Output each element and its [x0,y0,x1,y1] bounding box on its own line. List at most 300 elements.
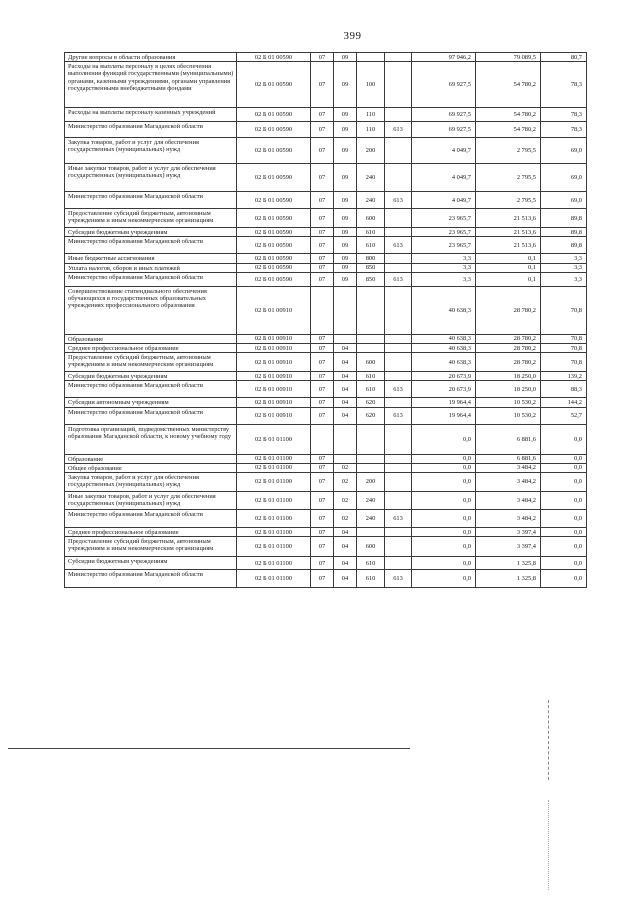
cell-administrator: 613 [385,407,412,424]
cell-expense-type: 110 [357,108,385,122]
cell-plan: 19 964,4 [412,407,476,424]
cell-percent: 0,0 [541,454,587,463]
cell-actual: 54 780,2 [476,108,541,122]
cell-subsection: 09 [334,164,357,192]
cell-subsection: 09 [334,254,357,263]
cell-plan: 40 638,3 [412,353,476,372]
table-row [65,209,587,228]
cell-subsection: 09 [334,122,357,138]
cell-actual: 0,1 [476,263,541,272]
cell-target-article: 02 Б 01 01100 [237,557,311,570]
table-row [65,108,587,122]
cell-administrator [385,473,412,492]
cell-name: Уплата налогов, сборов и иных платежей [65,263,237,272]
cell-name: Субсидии бюджетным учреждениям [65,228,237,237]
cell-target-article: 02 Б 01 00590 [237,237,311,254]
cell-actual: 2 795,5 [476,192,541,209]
cell-actual: 54 780,2 [476,122,541,138]
cell-target-article: 02 Б 01 00590 [237,108,311,122]
cell-administrator [385,492,412,510]
cell-section: 07 [311,353,334,372]
cell-target-article: 02 Б 01 00910 [237,344,311,353]
cell-name: Предоставление субсидий бюджетным, автономным учреждениям и иным некоммерческим организациям [65,353,237,372]
cell-actual: 28 780,2 [476,286,541,334]
cell-percent: 0,0 [541,473,587,492]
table-row [65,528,587,537]
cell-administrator: 613 [385,381,412,398]
cell-subsection [334,334,357,343]
cell-expense-type: 600 [357,209,385,228]
cell-section: 07 [311,164,334,192]
cell-percent: 78,3 [541,62,587,108]
cell-name: Образование [65,334,237,343]
cell-plan: 20 673,9 [412,381,476,398]
cell-percent: 89,8 [541,228,587,237]
cell-section: 07 [311,463,334,472]
cell-name: Иные закупки товаров, работ и услуг для обеспечения государственных (муниципальных) нужд [65,164,237,192]
cell-target-article: 02 Б 01 00590 [237,62,311,108]
cell-actual: 2 795,5 [476,164,541,192]
cell-section: 07 [311,407,334,424]
cell-percent: 70,8 [541,344,587,353]
cell-percent: 70,8 [541,353,587,372]
cell-percent: 3,3 [541,254,587,263]
cell-section: 07 [311,272,334,286]
cell-actual: 18 250,0 [476,372,541,381]
cell-expense-type: 610 [357,228,385,237]
cell-expense-type: 240 [357,192,385,209]
cell-plan: 0,0 [412,557,476,570]
cell-name: Расходы на выплаты персоналу казенных учреждений [65,108,237,122]
table-row [65,122,587,138]
cell-target-article: 02 Б 01 00910 [237,372,311,381]
cell-percent: 3,3 [541,272,587,286]
cell-subsection: 02 [334,492,357,510]
cell-expense-type [357,53,385,62]
cell-administrator: 613 [385,272,412,286]
cell-plan: 40 638,3 [412,286,476,334]
cell-actual: 54 780,2 [476,62,541,108]
table-row [65,138,587,164]
cell-percent: 80,7 [541,53,587,62]
cell-actual: 1 325,8 [476,557,541,570]
cell-administrator [385,138,412,164]
cell-administrator [385,228,412,237]
cell-section: 07 [311,254,334,263]
cell-actual: 21 513,6 [476,228,541,237]
cell-subsection: 09 [334,138,357,164]
cell-name: Министерство образования Магаданской области [65,407,237,424]
cell-administrator [385,263,412,272]
cell-plan: 0,0 [412,463,476,472]
table-row [65,164,587,192]
cell-administrator [385,209,412,228]
cell-subsection: 09 [334,108,357,122]
cell-subsection: 02 [334,473,357,492]
cell-subsection: 02 [334,463,357,472]
cell-plan: 40 638,3 [412,334,476,343]
table-row [65,353,587,372]
cell-section: 07 [311,510,334,528]
cell-subsection: 09 [334,263,357,272]
cell-name: Совершенствование стипендиального обеспечения обучающихся в государственных образовательных учреждениях профессионального образования [65,286,237,334]
cell-subsection: 04 [334,353,357,372]
cell-section: 07 [311,108,334,122]
cell-section: 07 [311,237,334,254]
budget-table [64,52,587,588]
cell-section: 07 [311,557,334,570]
cell-subsection: 02 [334,510,357,528]
cell-administrator [385,398,412,407]
table-row [65,407,587,424]
cell-administrator [385,286,412,334]
cell-plan: 19 964,4 [412,398,476,407]
cell-expense-type: 240 [357,164,385,192]
cell-name: Министерство образования Магаданской области [65,272,237,286]
cell-actual: 3 484,2 [476,463,541,472]
cell-subsection: 04 [334,407,357,424]
cell-target-article: 02 Б 01 00590 [237,53,311,62]
cell-actual: 3 484,2 [476,510,541,528]
cell-actual: 3 397,4 [476,528,541,537]
table-row [65,537,587,557]
table-row [65,492,587,510]
cell-target-article: 02 Б 01 01100 [237,537,311,557]
cell-actual: 6 881,6 [476,424,541,454]
cell-subsection: 09 [334,192,357,209]
cell-target-article: 02 Б 01 00910 [237,398,311,407]
table-row [65,263,587,272]
cell-plan: 4 049,7 [412,138,476,164]
cell-percent: 52,7 [541,407,587,424]
cell-percent: 0,0 [541,570,587,588]
table-row [65,254,587,263]
cell-expense-type: 800 [357,254,385,263]
cell-administrator [385,164,412,192]
cell-plan: 0,0 [412,492,476,510]
cell-name: Министерство образования Магаданской области [65,192,237,209]
cell-target-article: 02 Б 01 00590 [237,263,311,272]
cell-percent: 69,0 [541,192,587,209]
cell-administrator [385,53,412,62]
cell-actual: 0,1 [476,272,541,286]
cell-actual: 1 325,8 [476,570,541,588]
cell-target-article: 02 Б 01 01100 [237,424,311,454]
cell-administrator [385,344,412,353]
table-row [65,454,587,463]
cell-administrator [385,557,412,570]
cell-expense-type [357,334,385,343]
cell-name: Министерство образования Магаданской области [65,381,237,398]
cell-percent: 144,2 [541,398,587,407]
table-row [65,334,587,343]
table-row [65,228,587,237]
cell-subsection: 09 [334,53,357,62]
cell-target-article: 02 Б 01 01100 [237,454,311,463]
cell-subsection: 04 [334,398,357,407]
cell-expense-type: 610 [357,372,385,381]
cell-administrator: 613 [385,570,412,588]
cell-subsection: 09 [334,272,357,286]
budget-table-body [65,53,587,588]
cell-name: Подготовка организаций, подведомственных министерству образования Магаданской области, к новому учебному году [65,424,237,454]
cell-subsection: 04 [334,528,357,537]
cell-percent: 70,8 [541,334,587,343]
cell-name: Иные бюджетные ассигнования [65,254,237,263]
cell-target-article: 02 Б 01 00590 [237,164,311,192]
cell-expense-type: 610 [357,557,385,570]
cell-section: 07 [311,528,334,537]
table-row [65,344,587,353]
cell-plan: 23 965,7 [412,209,476,228]
cell-administrator [385,528,412,537]
cell-percent: 139,2 [541,372,587,381]
cell-percent: 0,0 [541,528,587,537]
cell-actual: 21 513,6 [476,209,541,228]
page-number: 399 [343,30,362,42]
cell-subsection: 09 [334,237,357,254]
cell-expense-type: 610 [357,381,385,398]
cell-target-article: 02 Б 01 01100 [237,510,311,528]
cell-administrator: 613 [385,510,412,528]
cell-name: Общее образование [65,463,237,472]
cell-section [311,286,334,334]
cell-percent: 89,8 [541,209,587,228]
cell-section: 07 [311,473,334,492]
cell-section: 07 [311,372,334,381]
cell-administrator [385,537,412,557]
cell-administrator: 613 [385,192,412,209]
cell-section: 07 [311,570,334,588]
cell-actual: 0,1 [476,254,541,263]
cell-administrator [385,108,412,122]
cell-expense-type [357,463,385,472]
cell-target-article: 02 Б 01 00910 [237,353,311,372]
cell-expense-type: 240 [357,492,385,510]
cell-section: 07 [311,228,334,237]
cell-actual: 3 484,2 [476,473,541,492]
cell-name: Министерство образования Магаданской области [65,570,237,588]
cell-name: Субсидии бюджетным учреждениям [65,372,237,381]
cell-percent: 78,3 [541,108,587,122]
cell-expense-type [357,454,385,463]
cell-expense-type: 610 [357,237,385,254]
cell-percent: 89,8 [541,237,587,254]
cell-percent: 69,0 [541,164,587,192]
cell-subsection: 09 [334,228,357,237]
cell-plan: 69 927,5 [412,122,476,138]
table-row [65,510,587,528]
cell-expense-type: 850 [357,272,385,286]
cell-plan: 3,3 [412,254,476,263]
cell-expense-type [357,528,385,537]
cell-plan: 0,0 [412,473,476,492]
cell-expense-type: 620 [357,398,385,407]
cell-section: 07 [311,334,334,343]
footer-rule [8,748,410,749]
cell-target-article: 02 Б 01 00910 [237,381,311,398]
cell-administrator [385,372,412,381]
cell-plan: 3,3 [412,272,476,286]
cell-actual: 79 089,5 [476,53,541,62]
cell-plan: 40 638,3 [412,344,476,353]
cell-name: Иные закупки товаров, работ и услуг для обеспечения государственных (муниципальных) нужд [65,492,237,510]
cell-percent: 0,0 [541,424,587,454]
cell-plan: 97 946,2 [412,53,476,62]
cell-target-article: 02 Б 01 00590 [237,228,311,237]
cell-plan: 4 049,7 [412,192,476,209]
cell-plan: 0,0 [412,537,476,557]
cell-subsection: 04 [334,557,357,570]
table-row [65,381,587,398]
margin-rule [548,700,549,780]
cell-name: Предоставление субсидий бюджетным, автономным учреждениям и иным некоммерческим организациям [65,537,237,557]
table-row [65,557,587,570]
cell-percent: 0,0 [541,510,587,528]
cell-expense-type: 610 [357,570,385,588]
cell-plan: 23 965,7 [412,228,476,237]
cell-actual: 28 780,2 [476,353,541,372]
table-row [65,286,587,334]
cell-name: Закупка товаров, работ и услуг для обеспечения государственных (муниципальных) нужд [65,473,237,492]
table-row [65,463,587,472]
cell-plan: 4 049,7 [412,164,476,192]
cell-target-article: 02 Б 01 01100 [237,570,311,588]
cell-target-article: 02 Б 01 01100 [237,528,311,537]
cell-subsection: 09 [334,209,357,228]
table-row [65,372,587,381]
cell-target-article: 02 Б 01 00590 [237,192,311,209]
table-row [65,272,587,286]
cell-subsection: 04 [334,344,357,353]
cell-name: Министерство образования Магаданской области [65,510,237,528]
cell-section: 07 [311,454,334,463]
table-row [65,192,587,209]
cell-plan: 69 927,5 [412,108,476,122]
cell-name: Субсидии автономным учреждениям [65,398,237,407]
cell-section: 07 [311,381,334,398]
cell-administrator [385,424,412,454]
cell-subsection [334,286,357,334]
cell-section: 07 [311,492,334,510]
cell-actual: 18 250,0 [476,381,541,398]
cell-administrator: 613 [385,237,412,254]
cell-expense-type: 600 [357,537,385,557]
cell-name: Образование [65,454,237,463]
cell-percent: 0,0 [541,557,587,570]
cell-name: Другие вопросы в области образования [65,53,237,62]
cell-actual: 3 397,4 [476,537,541,557]
cell-section: 07 [311,53,334,62]
cell-section: 07 [311,62,334,108]
cell-administrator [385,334,412,343]
cell-percent: 0,0 [541,463,587,472]
table-row [65,237,587,254]
cell-target-article: 02 Б 01 00590 [237,209,311,228]
cell-target-article: 02 Б 01 00590 [237,272,311,286]
cell-expense-type [357,344,385,353]
cell-actual: 21 513,6 [476,237,541,254]
cell-plan: 0,0 [412,528,476,537]
cell-plan: 23 965,7 [412,237,476,254]
cell-plan: 0,0 [412,510,476,528]
cell-section: 07 [311,209,334,228]
table-row [65,424,587,454]
cell-expense-type: 240 [357,510,385,528]
cell-target-article: 02 Б 01 01100 [237,463,311,472]
cell-plan: 0,0 [412,454,476,463]
cell-actual: 3 484,2 [476,492,541,510]
cell-percent: 78,3 [541,122,587,138]
cell-target-article: 02 Б 01 00910 [237,334,311,343]
cell-plan: 0,0 [412,424,476,454]
cell-plan: 0,0 [412,570,476,588]
cell-target-article: 02 Б 01 01100 [237,473,311,492]
cell-plan: 20 673,9 [412,372,476,381]
cell-subsection [334,454,357,463]
cell-target-article: 02 Б 01 01100 [237,492,311,510]
cell-actual: 2 795,5 [476,138,541,164]
cell-percent: 0,0 [541,492,587,510]
cell-expense-type: 200 [357,473,385,492]
cell-subsection: 04 [334,537,357,557]
table-row [65,473,587,492]
table-row [65,570,587,588]
cell-section: 07 [311,263,334,272]
cell-section: 07 [311,398,334,407]
table-row [65,62,587,108]
cell-section: 07 [311,138,334,164]
cell-percent: 0,0 [541,537,587,557]
cell-plan: 3,3 [412,263,476,272]
cell-expense-type: 200 [357,138,385,164]
cell-subsection: 04 [334,372,357,381]
cell-section [311,424,334,454]
cell-subsection: 09 [334,62,357,108]
table-row [65,398,587,407]
cell-actual: 10 530,2 [476,398,541,407]
cell-expense-type: 850 [357,263,385,272]
cell-name: Министерство образования Магаданской области [65,237,237,254]
cell-actual: 6 881,6 [476,454,541,463]
cell-target-article: 02 Б 01 00910 [237,286,311,334]
cell-expense-type: 100 [357,62,385,108]
cell-administrator [385,62,412,108]
cell-administrator [385,454,412,463]
cell-section: 07 [311,344,334,353]
cell-subsection: 04 [334,570,357,588]
cell-name: Расходы на выплаты персоналу в целях обеспечения выполнения функций государственными (муниципальными) органами, казенными учреждениями, органами управления государственными внебюджетными фондами [65,62,237,108]
cell-target-article: 02 Б 01 00910 [237,407,311,424]
cell-administrator: 613 [385,122,412,138]
cell-plan: 69 927,5 [412,62,476,108]
cell-expense-type [357,424,385,454]
table-row [65,53,587,62]
cell-administrator [385,254,412,263]
cell-administrator [385,463,412,472]
cell-percent: 3,3 [541,263,587,272]
cell-administrator [385,353,412,372]
cell-name: Министерство образования Магаданской области [65,122,237,138]
cell-name: Среднее профессиональное образование [65,528,237,537]
margin-rule [548,800,549,890]
cell-actual: 28 780,2 [476,344,541,353]
cell-subsection: 04 [334,381,357,398]
cell-section: 07 [311,192,334,209]
cell-expense-type: 110 [357,122,385,138]
cell-expense-type: 600 [357,353,385,372]
cell-expense-type: 620 [357,407,385,424]
